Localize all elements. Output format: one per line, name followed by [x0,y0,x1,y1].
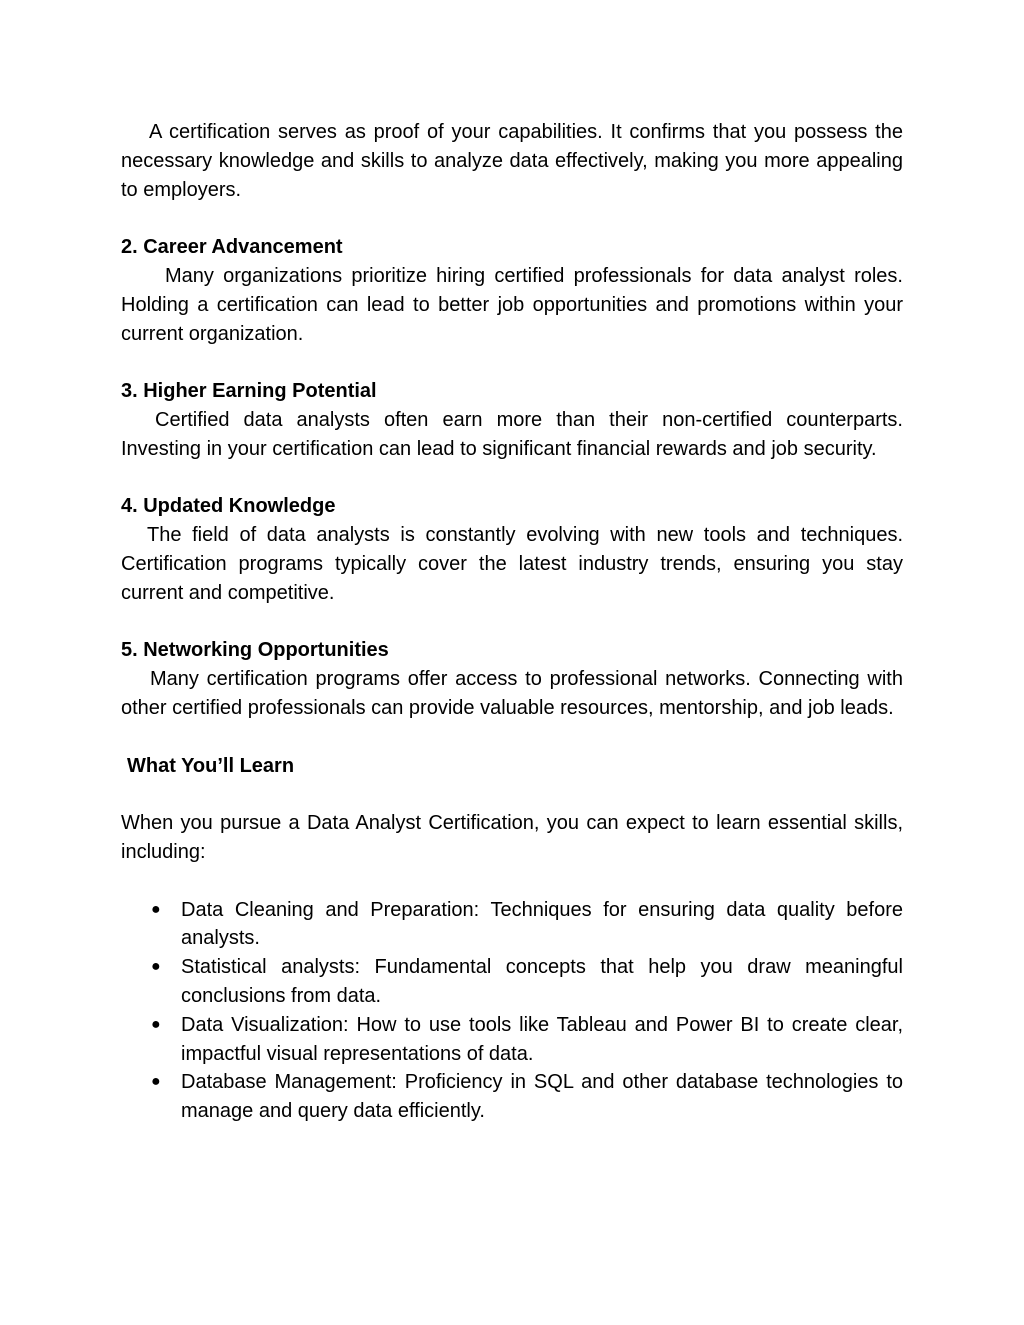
section-body-networking: Many certification programs offer access to professional networks. Connecting with other certified professionals can provide valuable resources, mentorship, and job leads. [121,668,903,719]
list-item [121,1011,903,1069]
spacer [121,780,903,809]
spacer [121,464,903,493]
section-body-updated-knowledge: The field of data analysts is constantly evolving with new tools and techniques. Certification programs typically cover the latest industry trends, ensuring you stay current and competitive. [121,524,903,604]
section-body-higher-earning: Certified data analysts often earn more than their non-certified counterparts. Investing in your certification can lead to significant financial rewards and job security. [121,408,903,460]
list-item [121,953,903,1011]
bullet-icon: ● [151,1015,161,1033]
spacer [121,348,903,377]
spacer [121,723,903,752]
list-item-text: Database Management: Proficiency in SQL and other database technologies to manage and query data efficiently. [181,1071,903,1123]
list-item-text: Data Cleaning and Preparation: Techniques for ensuring data quality before analysts. [181,898,903,950]
list-item [121,1068,903,1126]
skills-list [121,896,903,1126]
list-item-text: Data Visualization: How to use tools like Tableau and Power BI to create clear, impactful visual representations of data. [181,1013,903,1065]
spacer [121,867,903,896]
section-heading-career-advancement: 2. Career Advancement [121,236,343,259]
spacer [121,608,903,637]
section-heading-higher-earning: 3. Higher Earning Potential [121,380,377,403]
bullet-icon: ● [151,1073,161,1091]
section-heading-networking: 5. Networking Opportunities [121,639,389,662]
bullet-icon: ● [151,900,161,918]
spacer [121,204,903,233]
learn-heading: What You’ll Learn [127,754,295,777]
learn-intro: When you pursue a Data Analyst Certification, you can expect to learn essential skills, including: [121,812,903,863]
section-body-career-advancement: Many organizations prioritize hiring certified professionals for data analyst roles. Holding a certification can lead to better job opportunities and promotions within your current organization. [121,264,903,345]
intro-paragraph: A certification serves as proof of your capabilities. It confirms that you possess the necessary knowledge and skills to analyze data effectively, making you more appealing to employers. [121,121,903,201]
document-page [121,118,903,1126]
section-heading-updated-knowledge: 4. Updated Knowledge [121,495,336,518]
bullet-icon: ● [151,958,161,976]
list-item-text: Statistical analysts: Fundamental concepts that help you draw meaningful conclusions from data. [181,956,903,1007]
list-item [121,896,903,954]
